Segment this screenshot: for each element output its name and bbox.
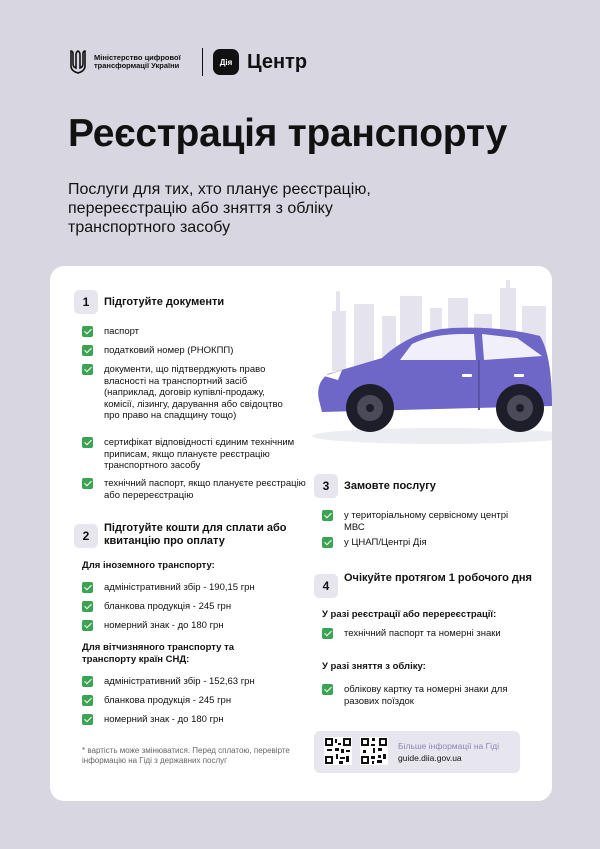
item-text: технічний паспорт, якщо плануєте реєстрацію або перереєстрацію xyxy=(104,478,306,501)
check-icon xyxy=(82,620,93,631)
step-1-title: Підготуйте документи xyxy=(104,296,225,308)
step-3-number: 3 xyxy=(314,474,338,498)
item-text: адміністративний збір - 152,63 грн xyxy=(104,676,255,687)
item-text: бланкова продукція - 245 грн xyxy=(104,601,232,612)
rear-wheel xyxy=(496,384,544,432)
trident-icon xyxy=(68,49,88,75)
qr-code-icon[interactable] xyxy=(360,737,388,765)
step-1-item-tax xyxy=(82,345,292,357)
page-title: Реєстрація транспорту xyxy=(68,112,507,155)
step-1-item-passport xyxy=(82,326,292,338)
step-4-reg-heading: У разі реєстрації або перереєстрації: xyxy=(322,609,497,620)
step-3-item-mvs xyxy=(322,510,522,533)
step-2-foreign-fee xyxy=(82,582,302,594)
step-2-domestic-fee xyxy=(82,676,302,688)
item-text: облікову картку та номерні знаки для разових поїздок xyxy=(344,684,508,707)
item-text: номерний знак - до 180 грн xyxy=(104,714,224,725)
step-4-dereg-item xyxy=(322,684,532,707)
step-2-title: Підготуйте кошти для сплати або квитанцію про оплату xyxy=(104,522,287,547)
check-icon xyxy=(82,364,93,375)
step-2-domestic-plate xyxy=(82,714,302,726)
step-4-number: 4 xyxy=(314,574,338,598)
check-icon xyxy=(322,537,333,548)
step-2-number: 2 xyxy=(74,524,98,548)
step-2-foreign-blank xyxy=(82,601,302,613)
step-2-domestic-heading: Для вітчизняного транспорту та транспорту країн СНД: xyxy=(82,642,235,665)
item-text: адміністративний збір - 190,15 грн xyxy=(104,582,255,593)
item-text: у ЦНАП/Центрі Дія xyxy=(344,537,427,548)
check-icon xyxy=(82,601,93,612)
guide-info-box xyxy=(314,731,520,773)
guide-link[interactable]: guide.diia.gov.ua xyxy=(398,753,462,763)
brand-name: Центр xyxy=(247,50,308,73)
step-1-item-ownership xyxy=(82,364,294,422)
item-text: номерний знак - до 180 грн xyxy=(104,620,224,631)
header-divider xyxy=(202,48,203,76)
step-3-item-cnap xyxy=(322,537,522,549)
item-text: у територіальному сервісному центрі МВС xyxy=(344,510,509,533)
check-icon xyxy=(82,345,93,356)
step-1-number: 1 xyxy=(74,290,98,314)
car-handle xyxy=(462,374,472,377)
info-card xyxy=(50,266,552,801)
ministry-name: Міністерство цифрової трансформації України xyxy=(94,52,181,70)
car-handle-rear xyxy=(514,374,524,377)
check-icon xyxy=(82,437,93,448)
item-text: податковий номер (РНОКПП) xyxy=(104,345,234,356)
step-3-title: Замовте послугу xyxy=(344,480,436,492)
step-4-dereg-heading: У разі зняття з обліку: xyxy=(322,661,426,672)
item-text: паспорт xyxy=(104,326,140,337)
check-icon xyxy=(82,326,93,337)
step-1-item-tech-passport xyxy=(82,478,307,501)
step-4-title: Очікуйте протягом 1 робочого дня xyxy=(344,572,532,584)
qr-code-icon[interactable] xyxy=(324,737,352,765)
item-text: документи, що підтверджують право власності на транспортний засіб (наприклад, договір купівлі-продажу, комісії, лізингу, дарування або свідоцтво про право на спадщину тощо) xyxy=(104,364,283,421)
item-text: бланкова продукція - 245 грн xyxy=(104,695,232,706)
check-icon xyxy=(82,478,93,489)
check-icon xyxy=(322,510,333,521)
diia-logo: Дія xyxy=(213,49,239,75)
check-icon xyxy=(82,676,93,687)
check-icon xyxy=(82,695,93,706)
check-icon xyxy=(322,628,333,639)
header xyxy=(68,46,307,78)
item-text: сертифікат відповідності єдиним технічним приписам, якщо плануєте реєстрацію транспортного засобу xyxy=(104,437,295,471)
guide-label: Більше інформації на Гіді xyxy=(398,741,499,751)
car-illustration xyxy=(302,276,552,448)
step-2-foreign-heading: Для іноземного транспорту: xyxy=(82,560,215,571)
item-text: технічний паспорт та номерні знаки xyxy=(344,628,501,639)
check-icon xyxy=(82,582,93,593)
check-icon xyxy=(322,684,333,695)
step-2-domestic-blank xyxy=(82,695,302,707)
step-4-reg-item xyxy=(322,628,502,640)
front-wheel xyxy=(346,384,394,432)
ministry-logo xyxy=(68,49,194,75)
price-note: * вартість може змінюватися. Перед сплатою, перевірте інформацію на Гіді з державних послуг xyxy=(82,746,290,765)
step-1-item-certificate xyxy=(82,437,307,472)
step-2-foreign-plate xyxy=(82,620,302,632)
car-door-line xyxy=(478,360,480,410)
page-subtitle: Послуги для тих, хто планує реєстрацію, перереєстрацію або зняття з обліку транспортного засобу xyxy=(68,181,371,236)
check-icon xyxy=(82,714,93,725)
